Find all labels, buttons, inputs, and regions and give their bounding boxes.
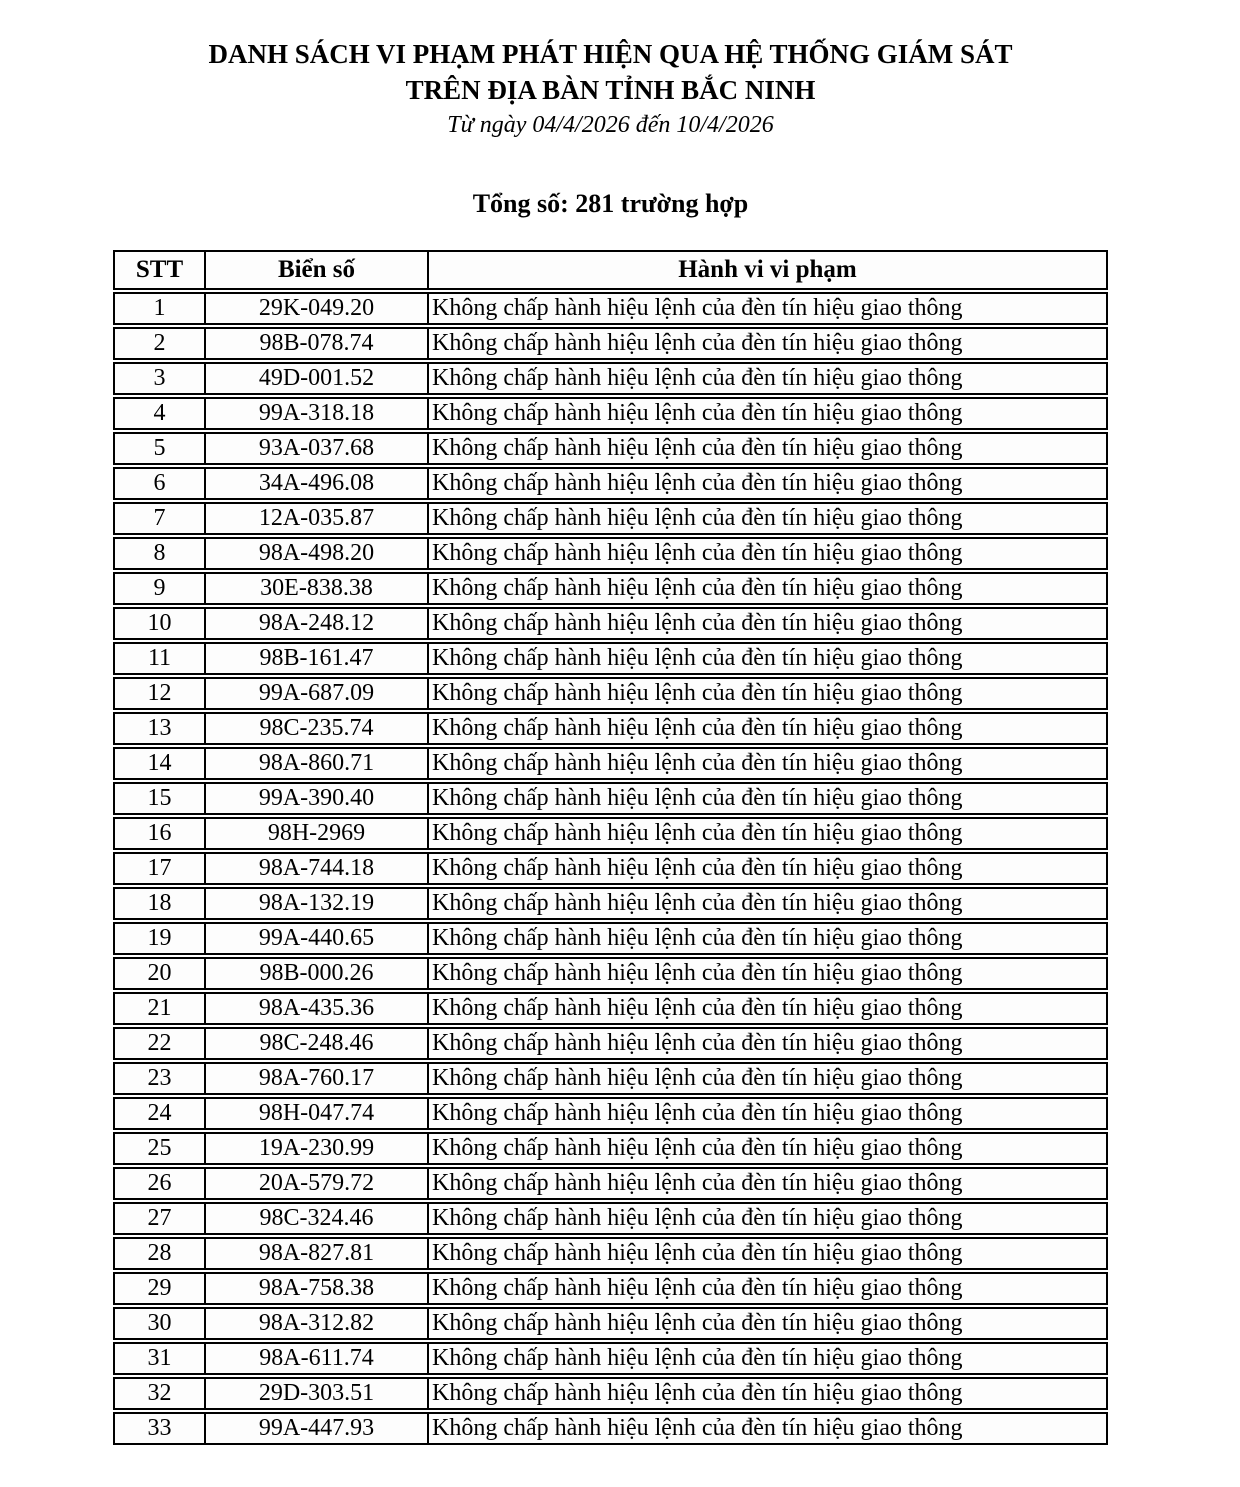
violations-table-body (113, 292, 1108, 1445)
plate-cell: 98A-312.82 (206, 1307, 429, 1340)
stt-cell: 4 (113, 397, 206, 430)
table-row (113, 747, 1108, 780)
violation-cell: Không chấp hành hiệu lệnh của đèn tín hiệu giao thông (429, 397, 1108, 430)
plate-cell: 98A-760.17 (206, 1062, 429, 1095)
table-row (113, 607, 1108, 640)
violation-cell: Không chấp hành hiệu lệnh của đèn tín hiệu giao thông (429, 887, 1108, 920)
table-row (113, 432, 1108, 465)
table-header-row (113, 250, 1108, 290)
violation-cell: Không chấp hành hiệu lệnh của đèn tín hiệu giao thông (429, 1097, 1108, 1130)
violation-cell: Không chấp hành hiệu lệnh của đèn tín hiệu giao thông (429, 957, 1108, 990)
table-row (113, 397, 1108, 430)
stt-cell: 9 (113, 572, 206, 605)
stt-cell: 20 (113, 957, 206, 990)
stt-cell: 3 (113, 362, 206, 395)
document-title-line1: DANH SÁCH VI PHẠM PHÁT HIỆN QUA HỆ THỐNG GIÁM SÁT (208, 39, 1013, 69)
violation-cell: Không chấp hành hiệu lệnh của đèn tín hiệu giao thông (429, 1272, 1108, 1305)
table-row (113, 1412, 1108, 1445)
violation-cell: Không chấp hành hiệu lệnh của đèn tín hiệu giao thông (429, 1132, 1108, 1165)
stt-cell: 2 (113, 327, 206, 360)
violation-cell: Không chấp hành hiệu lệnh của đèn tín hiệu giao thông (429, 642, 1108, 675)
table-row (113, 642, 1108, 675)
stt-cell: 24 (113, 1097, 206, 1130)
plate-cell: 98A-860.71 (206, 747, 429, 780)
stt-cell: 15 (113, 782, 206, 815)
violation-cell: Không chấp hành hiệu lệnh của đèn tín hiệu giao thông (429, 817, 1108, 850)
stt-cell: 7 (113, 502, 206, 535)
column-header-violation: Hành vi vi phạm (429, 250, 1108, 290)
table-row (113, 1307, 1108, 1340)
stt-cell: 18 (113, 887, 206, 920)
plate-cell: 98B-161.47 (206, 642, 429, 675)
plate-cell: 98C-248.46 (206, 1027, 429, 1060)
table-row (113, 992, 1108, 1025)
plate-cell: 29D-303.51 (206, 1377, 429, 1410)
plate-cell: 98B-000.26 (206, 957, 429, 990)
plate-cell: 98A-435.36 (206, 992, 429, 1025)
stt-cell: 30 (113, 1307, 206, 1340)
plate-cell: 98A-498.20 (206, 537, 429, 570)
stt-cell: 12 (113, 677, 206, 710)
table-row (113, 922, 1108, 955)
violation-cell: Không chấp hành hiệu lệnh của đèn tín hiệu giao thông (429, 852, 1108, 885)
plate-cell: 98A-827.81 (206, 1237, 429, 1270)
table-row (113, 327, 1108, 360)
violation-cell: Không chấp hành hiệu lệnh của đèn tín hiệu giao thông (429, 992, 1108, 1025)
violation-cell: Không chấp hành hiệu lệnh của đèn tín hiệu giao thông (429, 572, 1108, 605)
stt-cell: 14 (113, 747, 206, 780)
violation-cell: Không chấp hành hiệu lệnh của đèn tín hiệu giao thông (429, 467, 1108, 500)
plate-cell: 99A-390.40 (206, 782, 429, 815)
plate-cell: 98H-2969 (206, 817, 429, 850)
table-row (113, 1202, 1108, 1235)
table-row (113, 1237, 1108, 1270)
table-row (113, 817, 1108, 850)
stt-cell: 27 (113, 1202, 206, 1235)
stt-cell: 25 (113, 1132, 206, 1165)
table-row (113, 537, 1108, 570)
table-row (113, 782, 1108, 815)
violation-cell: Không chấp hành hiệu lệnh của đèn tín hiệu giao thông (429, 1377, 1108, 1410)
plate-cell: 99A-318.18 (206, 397, 429, 430)
stt-cell: 10 (113, 607, 206, 640)
violation-cell: Không chấp hành hiệu lệnh của đèn tín hiệu giao thông (429, 1342, 1108, 1375)
violation-cell: Không chấp hành hiệu lệnh của đèn tín hiệu giao thông (429, 712, 1108, 745)
plate-cell: 19A-230.99 (206, 1132, 429, 1165)
plate-cell: 34A-496.08 (206, 467, 429, 500)
violation-cell: Không chấp hành hiệu lệnh của đèn tín hiệu giao thông (429, 362, 1108, 395)
plate-cell: 29K-049.20 (206, 292, 429, 325)
table-row (113, 957, 1108, 990)
plate-cell: 98C-324.46 (206, 1202, 429, 1235)
plate-cell: 30E-838.38 (206, 572, 429, 605)
plate-cell: 99A-687.09 (206, 677, 429, 710)
date-range-subtitle: Từ ngày 04/4/2026 đến 10/4/2026 (447, 112, 774, 138)
plate-cell: 49D-001.52 (206, 362, 429, 395)
table-row (113, 467, 1108, 500)
stt-cell: 16 (113, 817, 206, 850)
table-row (113, 1062, 1108, 1095)
violation-cell: Không chấp hành hiệu lệnh của đèn tín hiệu giao thông (429, 1062, 1108, 1095)
plate-cell: 98A-758.38 (206, 1272, 429, 1305)
table-row (113, 292, 1108, 325)
plate-cell: 98A-744.18 (206, 852, 429, 885)
stt-cell: 17 (113, 852, 206, 885)
stt-cell: 21 (113, 992, 206, 1025)
violation-cell: Không chấp hành hiệu lệnh của đèn tín hiệu giao thông (429, 1202, 1108, 1235)
violation-cell: Không chấp hành hiệu lệnh của đèn tín hiệu giao thông (429, 432, 1108, 465)
stt-cell: 6 (113, 467, 206, 500)
table-row (113, 1027, 1108, 1060)
violation-cell: Không chấp hành hiệu lệnh của đèn tín hiệu giao thông (429, 922, 1108, 955)
plate-cell: 98A-248.12 (206, 607, 429, 640)
plate-cell: 12A-035.87 (206, 502, 429, 535)
plate-cell: 99A-440.65 (206, 922, 429, 955)
violation-cell: Không chấp hành hiệu lệnh của đèn tín hiệu giao thông (429, 1307, 1108, 1340)
table-row (113, 852, 1108, 885)
stt-cell: 28 (113, 1237, 206, 1270)
plate-cell: 98H-047.74 (206, 1097, 429, 1130)
total-count-label: Tổng số: 281 trường hợp (472, 189, 749, 218)
violation-cell: Không chấp hành hiệu lệnh của đèn tín hiệu giao thông (429, 607, 1108, 640)
stt-cell: 23 (113, 1062, 206, 1095)
table-row (113, 712, 1108, 745)
stt-cell: 8 (113, 537, 206, 570)
table-row (113, 1167, 1108, 1200)
violation-cell: Không chấp hành hiệu lệnh của đèn tín hiệu giao thông (429, 747, 1108, 780)
table-row (113, 677, 1108, 710)
stt-cell: 32 (113, 1377, 206, 1410)
table-row (113, 887, 1108, 920)
table-row (113, 362, 1108, 395)
plate-cell: 98C-235.74 (206, 712, 429, 745)
stt-cell: 26 (113, 1167, 206, 1200)
stt-cell: 5 (113, 432, 206, 465)
column-header-plate: Biển số (206, 250, 429, 290)
violation-cell: Không chấp hành hiệu lệnh của đèn tín hiệu giao thông (429, 537, 1108, 570)
document-title-line2: TRÊN ĐỊA BÀN TỈNH BẮC NINH (405, 75, 816, 105)
plate-cell: 99A-447.93 (206, 1412, 429, 1445)
plate-cell: 93A-037.68 (206, 432, 429, 465)
stt-cell: 33 (113, 1412, 206, 1445)
violation-cell: Không chấp hành hiệu lệnh của đèn tín hiệu giao thông (429, 292, 1108, 325)
violation-cell: Không chấp hành hiệu lệnh của đèn tín hiệu giao thông (429, 327, 1108, 360)
violation-cell: Không chấp hành hiệu lệnh của đèn tín hiệu giao thông (429, 782, 1108, 815)
plate-cell: 98A-611.74 (206, 1342, 429, 1375)
plate-cell: 98B-078.74 (206, 327, 429, 360)
table-row (113, 1272, 1108, 1305)
stt-cell: 11 (113, 642, 206, 675)
stt-cell: 29 (113, 1272, 206, 1305)
table-row (113, 1132, 1108, 1165)
violations-table (113, 248, 1108, 1447)
table-row (113, 1097, 1108, 1130)
document-content (113, 0, 1108, 1447)
violation-cell: Không chấp hành hiệu lệnh của đèn tín hiệu giao thông (429, 1237, 1108, 1270)
stt-cell: 22 (113, 1027, 206, 1060)
table-row (113, 1377, 1108, 1410)
stt-cell: 1 (113, 292, 206, 325)
column-header-stt: STT (113, 250, 206, 290)
violation-cell: Không chấp hành hiệu lệnh của đèn tín hiệu giao thông (429, 1167, 1108, 1200)
table-row (113, 572, 1108, 605)
stt-cell: 19 (113, 922, 206, 955)
violation-cell: Không chấp hành hiệu lệnh của đèn tín hiệu giao thông (429, 502, 1108, 535)
plate-cell: 20A-579.72 (206, 1167, 429, 1200)
table-row (113, 1342, 1108, 1375)
table-row (113, 502, 1108, 535)
violation-cell: Không chấp hành hiệu lệnh của đèn tín hiệu giao thông (429, 1027, 1108, 1060)
violation-cell: Không chấp hành hiệu lệnh của đèn tín hiệu giao thông (429, 1412, 1108, 1445)
plate-cell: 98A-132.19 (206, 887, 429, 920)
violation-cell: Không chấp hành hiệu lệnh của đèn tín hiệu giao thông (429, 677, 1108, 710)
stt-cell: 13 (113, 712, 206, 745)
stt-cell: 31 (113, 1342, 206, 1375)
